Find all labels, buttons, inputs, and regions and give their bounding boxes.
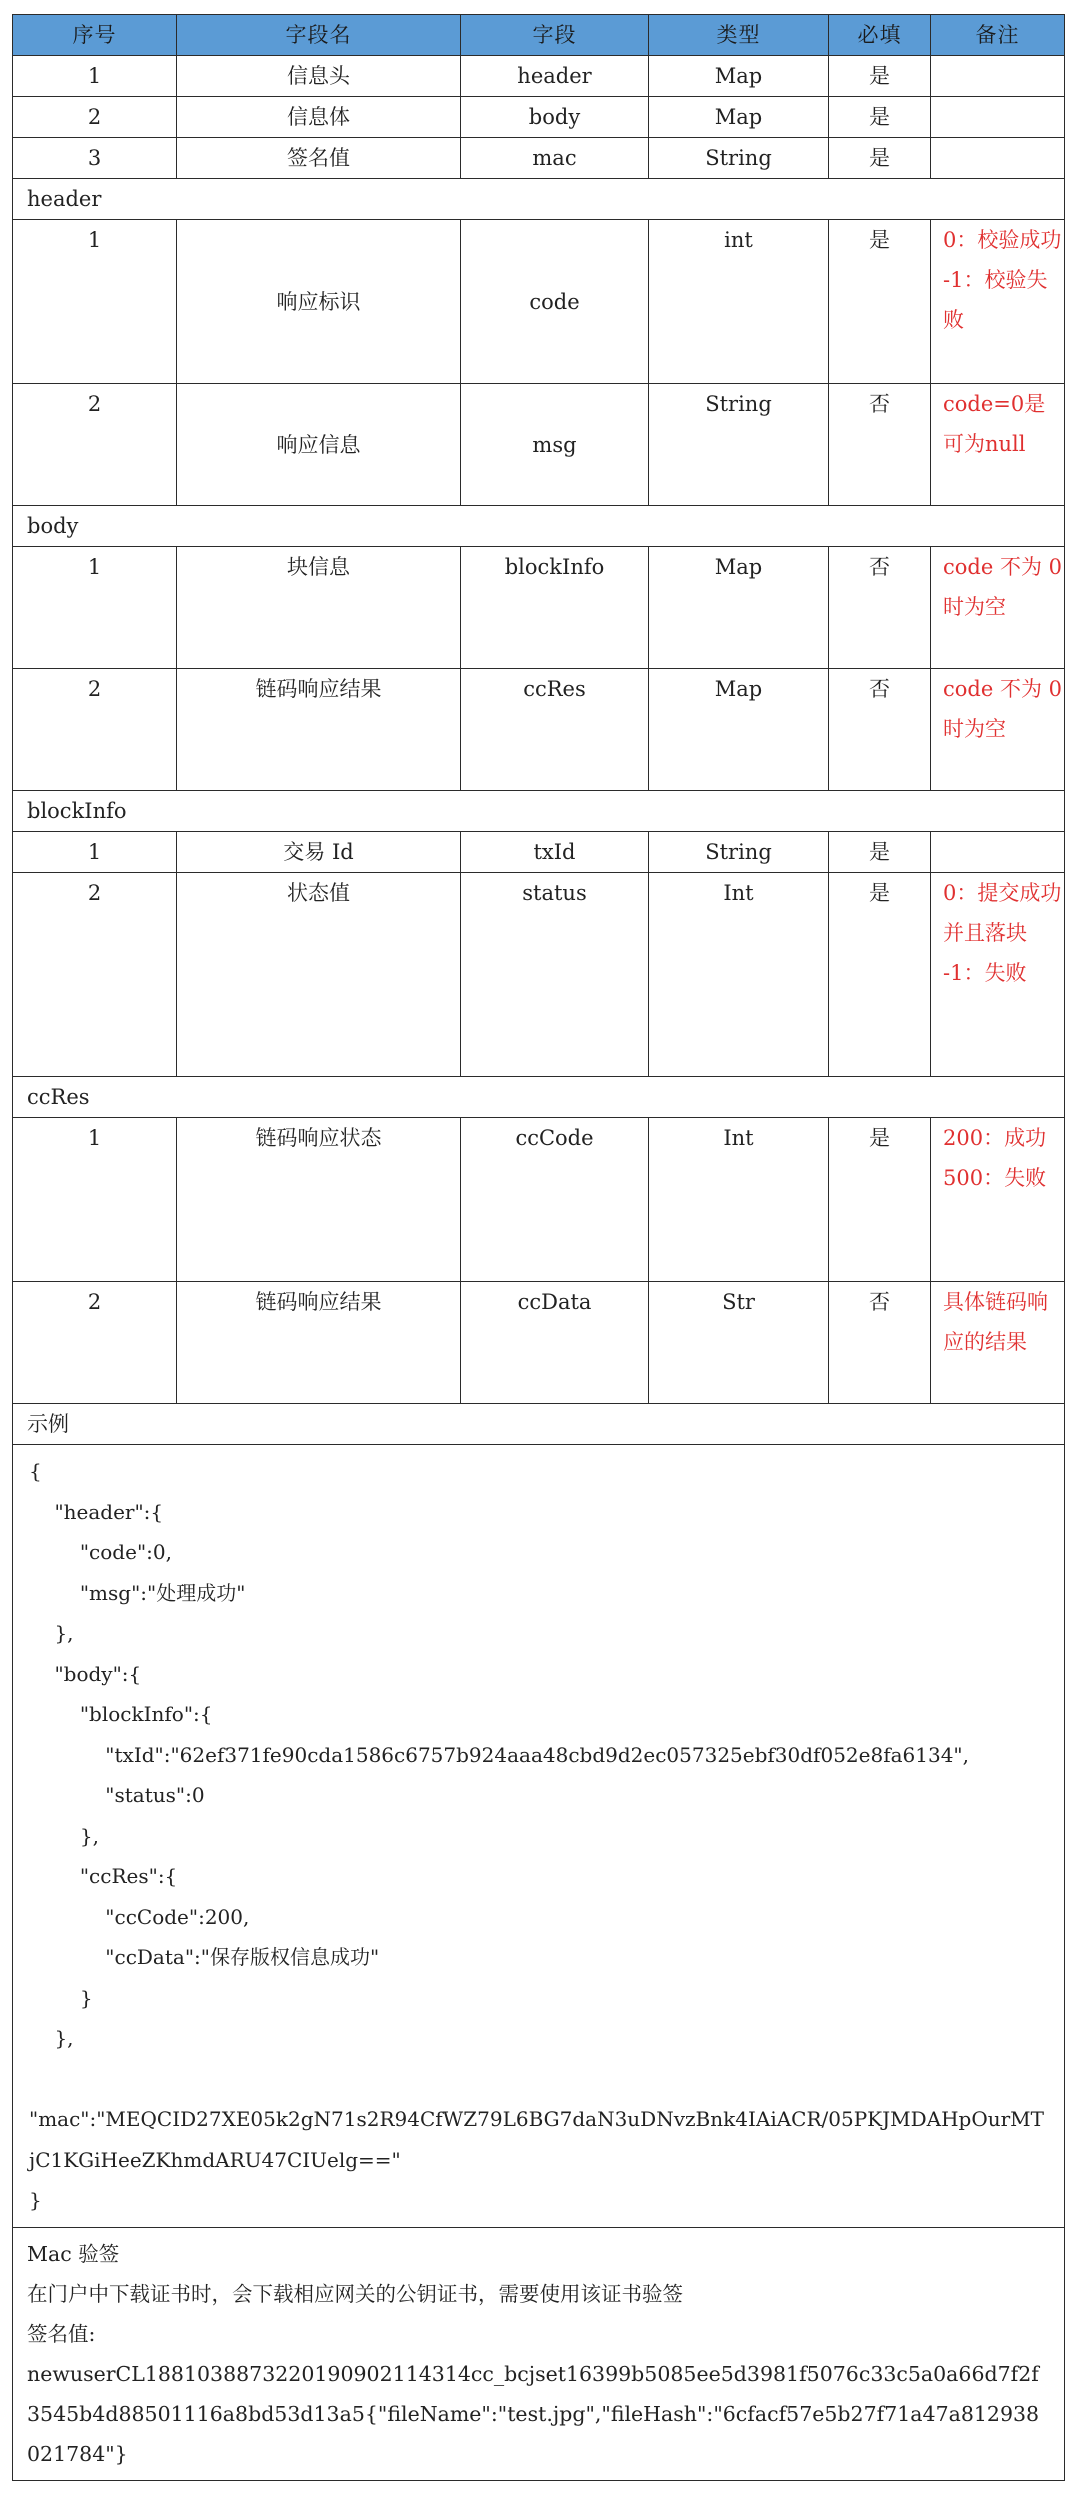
cell-name: 链码响应状态 [177, 1118, 461, 1282]
table-row [13, 832, 1065, 873]
cell-field: ccData [461, 1282, 649, 1404]
cell-type: Map [649, 56, 829, 97]
cell-required: 是 [829, 220, 931, 384]
cell-name: 块信息 [177, 547, 461, 669]
cell-remark: 200：成功 500：失败 [931, 1118, 1065, 1282]
cell-seq: 2 [13, 384, 177, 506]
cell-required: 是 [829, 97, 931, 138]
cell-type: Str [649, 1282, 829, 1404]
cell-seq: 1 [13, 220, 177, 384]
cell-required: 否 [829, 669, 931, 791]
cell-name: 签名值 [177, 138, 461, 179]
cell-name: 链码响应结果 [177, 669, 461, 791]
cell-remark: 具体链码响应的结果 [931, 1282, 1065, 1404]
field-table [12, 14, 1065, 2481]
section-title: body [13, 506, 1065, 547]
table-row [13, 1118, 1065, 1282]
cell-field: header [461, 56, 649, 97]
cell-remark: 0：校验成功 -1：校验失败 [931, 220, 1065, 384]
cell-field: body [461, 97, 649, 138]
cell-required: 是 [829, 56, 931, 97]
cell-remark: 0：提交成功并且落块 -1：失败 [931, 873, 1065, 1077]
mac-row [13, 2227, 1065, 2480]
cell-type: Map [649, 547, 829, 669]
section-title: 示例 [13, 1404, 1065, 1445]
mac-description: 在门户中下载证书时，会下载相应网关的公钥证书，需要使用该证书验签 [27, 2281, 683, 2306]
cell-type: String [649, 384, 829, 506]
field-spec-document [12, 14, 1064, 2481]
table-header-row [13, 15, 1065, 56]
section-row-example [13, 1404, 1065, 1445]
cell-field: code [461, 220, 649, 384]
cell-seq: 2 [13, 97, 177, 138]
mac-block [13, 2228, 1064, 2480]
cell-field: ccCode [461, 1118, 649, 1282]
mac-title: Mac 验签 [27, 2241, 120, 2266]
cell-remark [931, 138, 1065, 179]
header-seq: 序号 [13, 15, 177, 56]
table-row [13, 56, 1065, 97]
cell-type: int [649, 220, 829, 384]
cell-field: msg [461, 384, 649, 506]
cell-required: 否 [829, 1282, 931, 1404]
section-row-ccRes [13, 1077, 1065, 1118]
cell-field: txId [461, 832, 649, 873]
table-row [13, 669, 1065, 791]
signature-value: newuserCL188103887322019090211431​4cc_bcjset16399b5085ee5d3981f5076c33c5a0a66d7f2f3545b4d88501116a8bd53d13a5{"fileName":"test.jpg","fileHash":"6cfacf57e5b27f71a47a812938021784"} [27, 2361, 1040, 2466]
table-row [13, 547, 1065, 669]
cell-seq: 1 [13, 56, 177, 97]
section-title: header [13, 179, 1065, 220]
example-code-cell [13, 1445, 1065, 2228]
cell-seq: 1 [13, 1118, 177, 1282]
sections-body [13, 179, 1065, 1404]
table-row [13, 1282, 1065, 1404]
section-row-body [13, 506, 1065, 547]
cell-seq: 2 [13, 669, 177, 791]
cell-required: 否 [829, 384, 931, 506]
cell-required: 是 [829, 138, 931, 179]
cell-remark [931, 56, 1065, 97]
cell-field: ccRes [461, 669, 649, 791]
cell-name: 状态值 [177, 873, 461, 1077]
cell-name: 响应标识 [177, 220, 461, 384]
cell-type: Map [649, 97, 829, 138]
cell-name: 信息体 [177, 97, 461, 138]
cell-name: 信息头 [177, 56, 461, 97]
example-body [13, 1404, 1065, 2481]
cell-seq: 1 [13, 832, 177, 873]
cell-type: String [649, 832, 829, 873]
cell-field: mac [461, 138, 649, 179]
cell-name: 交易 Id [177, 832, 461, 873]
cell-remark: code 不为 0 时为空 [931, 547, 1065, 669]
cell-field: status [461, 873, 649, 1077]
section-row-header [13, 179, 1065, 220]
header-field: 字段 [461, 15, 649, 56]
table-row [13, 873, 1065, 1077]
cell-required: 否 [829, 547, 931, 669]
header-remark: 备注 [931, 15, 1065, 56]
table-row [13, 97, 1065, 138]
cell-required: 是 [829, 873, 931, 1077]
section-title: ccRes [13, 1077, 1065, 1118]
cell-name: 链码响应结果 [177, 1282, 461, 1404]
cell-required: 是 [829, 1118, 931, 1282]
table-body [13, 56, 1065, 179]
cell-seq: 2 [13, 1282, 177, 1404]
cell-name: 响应信息 [177, 384, 461, 506]
cell-seq: 3 [13, 138, 177, 179]
example-code-row [13, 1445, 1065, 2228]
cell-seq: 1 [13, 547, 177, 669]
cell-type: Int [649, 1118, 829, 1282]
mac-cell [13, 2227, 1065, 2480]
header-type: 类型 [649, 15, 829, 56]
example-code: { "header":{ "code":0, "msg":"处理成功" }, "body":{ "blockInfo":{ "txId":"62ef371fe90cda1586c6757b924aaa48cbd9d2ec057325ebf30df052e8fa6134", "status":0 }, "ccRes":{ "ccCode":200, "ccData":"保存版权信息成功" } }, "mac":"MEQCID27XE05k2gN71s2R94CfWZ79L6BG7daN3uDNvzBnk4IAiACR/05PKJMDAHpOurMTjC1KGiHeeZKhmdARU47CIUelg==" } [29, 1459, 1044, 2212]
table-row [13, 220, 1065, 384]
cell-field: blockInfo [461, 547, 649, 669]
table-row [13, 138, 1065, 179]
section-title: blockInfo [13, 791, 1065, 832]
signature-label: 签名值: [27, 2321, 96, 2346]
cell-type: Int [649, 873, 829, 1077]
header-field-name: 字段名 [177, 15, 461, 56]
table-row [13, 384, 1065, 506]
cell-remark [931, 832, 1065, 873]
cell-remark: code 不为 0 时为空 [931, 669, 1065, 791]
header-required: 必填 [829, 15, 931, 56]
cell-type: String [649, 138, 829, 179]
cell-seq: 2 [13, 873, 177, 1077]
section-row-blockInfo [13, 791, 1065, 832]
cell-remark: code=0是可为null [931, 384, 1065, 506]
cell-remark [931, 97, 1065, 138]
cell-type: Map [649, 669, 829, 791]
cell-required: 是 [829, 832, 931, 873]
